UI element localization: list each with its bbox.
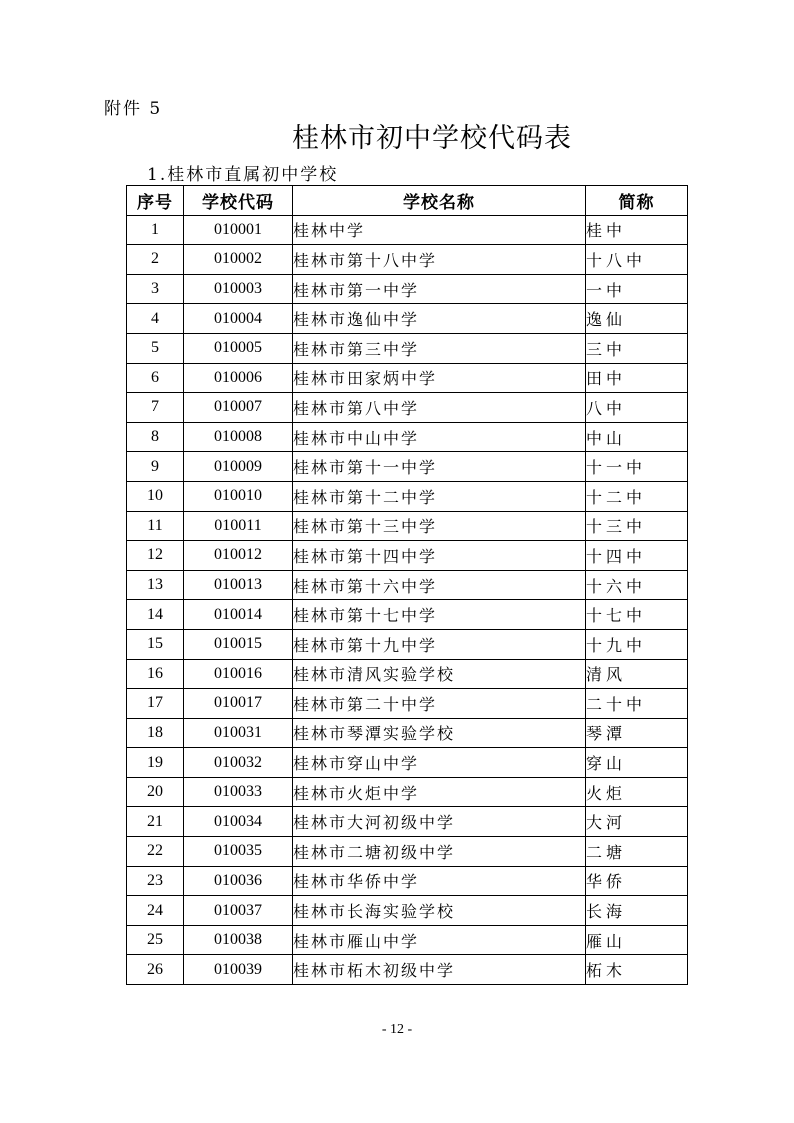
header-serial-number: 序号 xyxy=(127,186,184,216)
table-row xyxy=(127,659,688,689)
school-code-cell: 010009 xyxy=(184,452,293,482)
school-name-cell: 桂林市第十二中学 xyxy=(293,481,586,511)
abbreviation-cell: 三中 xyxy=(586,333,688,363)
serial-number-cell: 10 xyxy=(127,481,184,511)
school-name-cell: 桂林市清风实验学校 xyxy=(293,659,586,689)
table-row xyxy=(127,215,688,245)
serial-number-cell: 11 xyxy=(127,511,184,541)
abbreviation-cell: 一中 xyxy=(586,274,688,304)
attachment-label: 附件 5 xyxy=(104,99,163,119)
school-name-cell: 桂林市穿山中学 xyxy=(293,748,586,778)
page-title: 桂林市初中学校代码表 xyxy=(292,123,572,154)
table-row xyxy=(127,896,688,926)
school-code-cell: 010039 xyxy=(184,955,293,985)
school-code-cell: 010003 xyxy=(184,274,293,304)
abbreviation-cell: 八中 xyxy=(586,393,688,423)
school-code-cell: 010008 xyxy=(184,422,293,452)
school-code-cell: 010014 xyxy=(184,600,293,630)
serial-number-cell: 24 xyxy=(127,896,184,926)
serial-number-cell: 9 xyxy=(127,452,184,482)
abbreviation-cell: 雁山 xyxy=(586,925,688,955)
abbreviation-cell: 中山 xyxy=(586,422,688,452)
abbreviation-cell: 大河 xyxy=(586,807,688,837)
table-row xyxy=(127,629,688,659)
abbreviation-cell: 十二中 xyxy=(586,481,688,511)
table-row xyxy=(127,807,688,837)
school-name-cell: 桂林市田家炳中学 xyxy=(293,363,586,393)
school-name-cell: 桂林市华侨中学 xyxy=(293,866,586,896)
abbreviation-cell: 华侨 xyxy=(586,866,688,896)
school-name-cell: 桂林市琴潭实验学校 xyxy=(293,718,586,748)
school-name-cell: 桂林市长海实验学校 xyxy=(293,896,586,926)
table-row xyxy=(127,245,688,275)
serial-number-cell: 20 xyxy=(127,777,184,807)
school-code-cell: 010005 xyxy=(184,333,293,363)
table-row xyxy=(127,718,688,748)
abbreviation-cell: 逸仙 xyxy=(586,304,688,334)
school-code-cell: 010031 xyxy=(184,718,293,748)
school-name-cell: 桂林中学 xyxy=(293,215,586,245)
school-code-cell: 010016 xyxy=(184,659,293,689)
serial-number-cell: 26 xyxy=(127,955,184,985)
serial-number-cell: 17 xyxy=(127,689,184,719)
school-name-cell: 桂林市大河初级中学 xyxy=(293,807,586,837)
school-code-cell: 010011 xyxy=(184,511,293,541)
table-row xyxy=(127,748,688,778)
school-code-cell: 010013 xyxy=(184,570,293,600)
school-name-cell: 桂林市第十八中学 xyxy=(293,245,586,275)
section-heading: 1.桂林市直属初中学校 xyxy=(147,165,339,185)
table-body xyxy=(127,215,688,984)
abbreviation-cell: 柘木 xyxy=(586,955,688,985)
school-name-cell: 桂林市第十九中学 xyxy=(293,629,586,659)
school-name-cell: 桂林市第十六中学 xyxy=(293,570,586,600)
school-name-cell: 桂林市第十三中学 xyxy=(293,511,586,541)
serial-number-cell: 21 xyxy=(127,807,184,837)
school-name-cell: 桂林市火炬中学 xyxy=(293,777,586,807)
serial-number-cell: 6 xyxy=(127,363,184,393)
school-code-cell: 010032 xyxy=(184,748,293,778)
serial-number-cell: 1 xyxy=(127,215,184,245)
school-name-cell: 桂林市第十七中学 xyxy=(293,600,586,630)
school-name-cell: 桂林市第三中学 xyxy=(293,333,586,363)
header-abbreviation: 简称 xyxy=(586,186,688,216)
table-row xyxy=(127,955,688,985)
serial-number-cell: 3 xyxy=(127,274,184,304)
serial-number-cell: 22 xyxy=(127,837,184,867)
abbreviation-cell: 长海 xyxy=(586,896,688,926)
table-row xyxy=(127,304,688,334)
page-number: - 12 - xyxy=(381,1022,413,1037)
table-row xyxy=(127,481,688,511)
serial-number-cell: 2 xyxy=(127,245,184,275)
abbreviation-cell: 二十中 xyxy=(586,689,688,719)
serial-number-cell: 5 xyxy=(127,333,184,363)
school-code-cell: 010012 xyxy=(184,541,293,571)
table-row xyxy=(127,866,688,896)
abbreviation-cell: 十八中 xyxy=(586,245,688,275)
table-row xyxy=(127,274,688,304)
school-code-cell: 010036 xyxy=(184,866,293,896)
school-code-cell: 010034 xyxy=(184,807,293,837)
serial-number-cell: 25 xyxy=(127,925,184,955)
serial-number-cell: 8 xyxy=(127,422,184,452)
school-code-cell: 010001 xyxy=(184,215,293,245)
abbreviation-cell: 二塘 xyxy=(586,837,688,867)
table-row xyxy=(127,777,688,807)
abbreviation-cell: 田中 xyxy=(586,363,688,393)
school-name-cell: 桂林市第八中学 xyxy=(293,393,586,423)
serial-number-cell: 16 xyxy=(127,659,184,689)
school-name-cell: 桂林市逸仙中学 xyxy=(293,304,586,334)
abbreviation-cell: 清风 xyxy=(586,659,688,689)
table-row xyxy=(127,422,688,452)
abbreviation-cell: 十一中 xyxy=(586,452,688,482)
school-code-cell: 010004 xyxy=(184,304,293,334)
table-header-row xyxy=(127,186,688,216)
school-code-cell: 010037 xyxy=(184,896,293,926)
serial-number-cell: 7 xyxy=(127,393,184,423)
table-row xyxy=(127,837,688,867)
abbreviation-cell: 十六中 xyxy=(586,570,688,600)
table-row xyxy=(127,393,688,423)
serial-number-cell: 15 xyxy=(127,629,184,659)
school-code-table xyxy=(126,185,688,985)
school-code-cell: 010038 xyxy=(184,925,293,955)
abbreviation-cell: 十四中 xyxy=(586,541,688,571)
school-name-cell: 桂林市第十一中学 xyxy=(293,452,586,482)
serial-number-cell: 23 xyxy=(127,866,184,896)
abbreviation-cell: 穿山 xyxy=(586,748,688,778)
table-row xyxy=(127,511,688,541)
serial-number-cell: 18 xyxy=(127,718,184,748)
school-code-cell: 010006 xyxy=(184,363,293,393)
school-code-cell: 010002 xyxy=(184,245,293,275)
table-row xyxy=(127,925,688,955)
school-code-cell: 010007 xyxy=(184,393,293,423)
abbreviation-cell: 十九中 xyxy=(586,629,688,659)
table-row xyxy=(127,452,688,482)
serial-number-cell: 12 xyxy=(127,541,184,571)
abbreviation-cell: 桂中 xyxy=(586,215,688,245)
table-row xyxy=(127,600,688,630)
school-name-cell: 桂林市二塘初级中学 xyxy=(293,837,586,867)
school-name-cell: 桂林市雁山中学 xyxy=(293,925,586,955)
school-code-cell: 010017 xyxy=(184,689,293,719)
school-code-cell: 010035 xyxy=(184,837,293,867)
school-name-cell: 桂林市柘木初级中学 xyxy=(293,955,586,985)
abbreviation-cell: 十三中 xyxy=(586,511,688,541)
abbreviation-cell: 琴潭 xyxy=(586,718,688,748)
school-code-cell: 010015 xyxy=(184,629,293,659)
school-code-cell: 010033 xyxy=(184,777,293,807)
table-row xyxy=(127,689,688,719)
table-row xyxy=(127,570,688,600)
school-name-cell: 桂林市中山中学 xyxy=(293,422,586,452)
serial-number-cell: 4 xyxy=(127,304,184,334)
header-school-name: 学校名称 xyxy=(293,186,586,216)
school-code-cell: 010010 xyxy=(184,481,293,511)
abbreviation-cell: 十七中 xyxy=(586,600,688,630)
school-name-cell: 桂林市第二十中学 xyxy=(293,689,586,719)
school-name-cell: 桂林市第十四中学 xyxy=(293,541,586,571)
header-school-code: 学校代码 xyxy=(184,186,293,216)
serial-number-cell: 19 xyxy=(127,748,184,778)
abbreviation-cell: 火炬 xyxy=(586,777,688,807)
serial-number-cell: 14 xyxy=(127,600,184,630)
table-row xyxy=(127,363,688,393)
table-row xyxy=(127,541,688,571)
table-row xyxy=(127,333,688,363)
school-name-cell: 桂林市第一中学 xyxy=(293,274,586,304)
serial-number-cell: 13 xyxy=(127,570,184,600)
